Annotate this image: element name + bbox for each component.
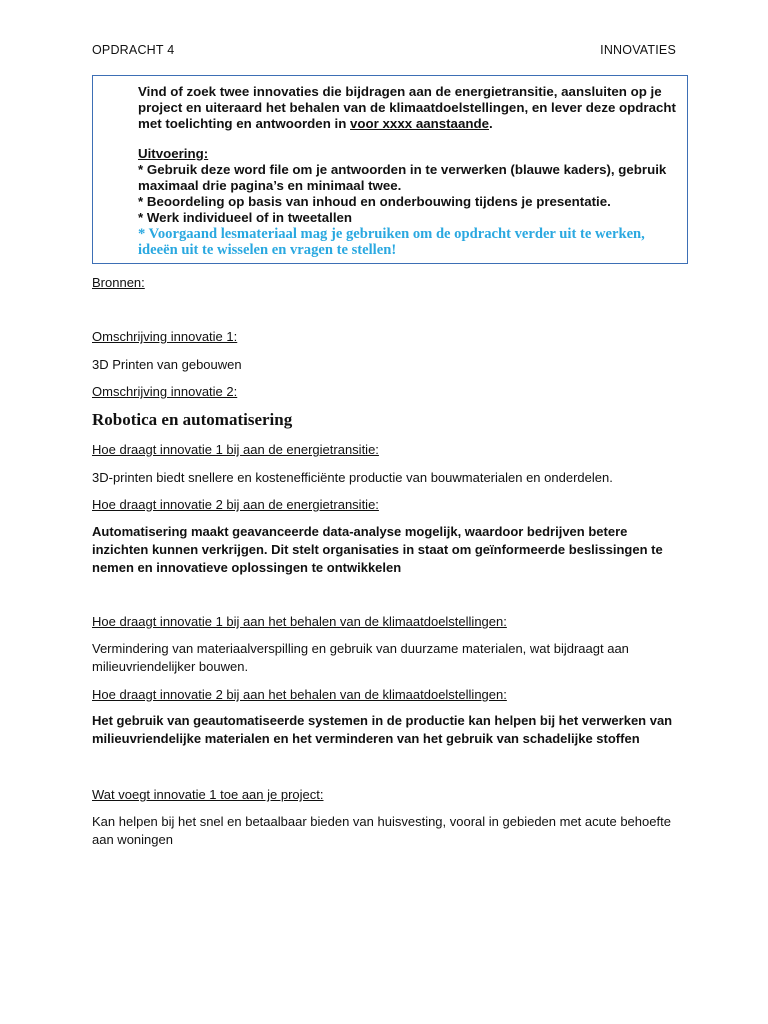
innovation-2-climate-answer: Het gebruik van geautomatiseerde systemen in de productie kan helpen bij het verwerken van milieuvriendelijke materialen en het verminderen van het gebruik van schadelijke stoffen: [92, 713, 673, 746]
header-topic: INNOVATIES: [600, 43, 676, 57]
innovation-1-description-answer: 3D Printen van gebouwen: [92, 357, 242, 372]
header-assignment-number: OPDRACHT 4: [92, 43, 175, 57]
innovation-1-energy-answer: 3D-printen biedt snellere en kostenefficiënte productie van bouwmaterialen en onderdelen.: [92, 470, 613, 485]
innovation-1-project-label: Wat voegt innovatie 1 toe aan je project:: [92, 787, 324, 802]
innovation-1-climate-label: Hoe draagt innovatie 1 bij aan het behalen van de klimaatdoelstellingen:: [92, 614, 507, 629]
instruction-bullet-4-highlight: * Voorgaand lesmateriaal mag je gebruiken om de opdracht verder uit te werken, ideeën uit te wisselen en vragen te stellen!: [138, 226, 645, 258]
innovation-2-description-label: Omschrijving innovatie 2:: [92, 384, 238, 399]
innovation-2-energy-answer: Automatisering maakt geavanceerde data-analyse mogelijk, waardoor bedrijven betere inzichten kunnen verkrijgen. Dit stelt organisaties in staat om geïnformeerde beslissingen te nemen en innovatieve oplossingen te ontwikkelen: [92, 524, 663, 575]
innovation-1-project-answer: Kan helpen bij het snel en betaalbaar bieden van huisvesting, vooral in gebieden met acute behoefte aan woningen: [92, 814, 671, 847]
instruction-bullet-2: * Beoordeling op basis van inhoud en onderbouwing tijdens je presentatie.: [138, 194, 611, 209]
deadline-text: voor xxxx aanstaande: [350, 116, 489, 131]
instruction-bullet-3: * Werk individueel of in tweetallen: [138, 210, 353, 225]
sources-label: Bronnen:: [92, 275, 145, 290]
instruction-bullet-1: * Gebruik deze word file om je antwoorden in te verwerken (blauwe kaders), gebruik maximaal drie pagina’s en minimaal twee.: [138, 162, 667, 193]
innovation-2-energy-label: Hoe draagt innovatie 2 bij aan de energietransitie:: [92, 497, 379, 512]
innovation-1-energy-label: Hoe draagt innovatie 1 bij aan de energietransitie:: [92, 442, 379, 457]
execution-heading: Uitvoering:: [138, 146, 209, 161]
assignment-intro: Vind of zoek twee innovaties die bijdragen aan de energietransitie, aansluiten op je project en uiteraard het behalen van de klimaatdoelstellingen, en lever deze opdracht met toelichting en antwoorden in voor xxxx aanstaande.: [138, 84, 676, 131]
innovation-2-description-answer: Robotica en automatisering: [92, 410, 293, 429]
innovation-1-description-label: Omschrijving innovatie 1:: [92, 329, 238, 344]
innovation-1-climate-answer: Vermindering van materiaalverspilling en gebruik van duurzame materialen, wat bijdraagt aan milieuvriendelijker bouwen.: [92, 641, 629, 674]
innovation-2-climate-label: Hoe draagt innovatie 2 bij aan het behalen van de klimaatdoelstellingen:: [92, 687, 507, 702]
assignment-instructions-box: [92, 75, 688, 264]
